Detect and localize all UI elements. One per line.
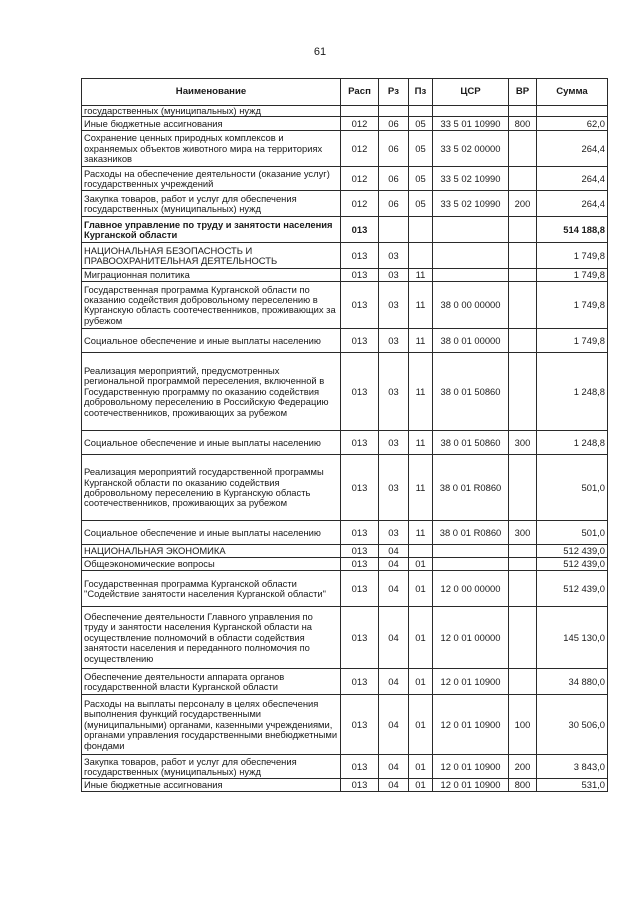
cell-vr: 800 (509, 117, 537, 131)
cell-sum: 512 439,0 (537, 558, 608, 571)
cell-vr (509, 269, 537, 282)
cell-csr: 12 0 01 10900 (433, 669, 509, 695)
cell-rasp: 012 (341, 131, 379, 167)
cell-name: Закупка товаров, работ и услуг для обеспечения государственных (муниципальных) нужд (82, 191, 341, 217)
cell-csr: 38 0 01 R0860 (433, 455, 509, 521)
cell-name: Закупка товаров, работ и услуг для обеспечения государственных (муниципальных) нужд (82, 755, 341, 779)
cell-pz: 05 (409, 131, 433, 167)
cell-rasp: 013 (341, 545, 379, 558)
column-header-sum: Сумма (537, 79, 608, 106)
cell-rasp: 013 (341, 269, 379, 282)
cell-sum: 1 749,8 (537, 243, 608, 269)
table-row (82, 558, 608, 571)
cell-csr: 12 0 01 10900 (433, 755, 509, 779)
table-row (82, 329, 608, 353)
cell-rasp: 013 (341, 282, 379, 329)
cell-rasp: 013 (341, 455, 379, 521)
cell-sum: 34 880,0 (537, 669, 608, 695)
cell-pz: 01 (409, 558, 433, 571)
cell-name: Государственная программа Курганской области "Содействие занятости населения Курганской области" (82, 571, 341, 607)
cell-rz: 03 (379, 243, 409, 269)
cell-rasp: 013 (341, 521, 379, 545)
cell-csr (433, 243, 509, 269)
cell-rz: 03 (379, 329, 409, 353)
cell-rz: 03 (379, 455, 409, 521)
cell-rasp: 013 (341, 669, 379, 695)
cell-sum: 1 248,8 (537, 353, 608, 431)
cell-vr (509, 607, 537, 669)
cell-pz (409, 217, 433, 243)
cell-name: Обеспечение деятельности Главного управления по труду и занятости населения Курганской области на осуществление полномочий в области содействия занятости населения и переданного полномочия по осуществлению (82, 607, 341, 669)
cell-name: Социальное обеспечение и иные выплаты населению (82, 521, 341, 545)
cell-csr: 12 0 01 00000 (433, 607, 509, 669)
table-row (82, 243, 608, 269)
cell-sum: 3 843,0 (537, 755, 608, 779)
cell-vr: 100 (509, 695, 537, 755)
cell-sum: 1 248,8 (537, 431, 608, 455)
cell-rz: 03 (379, 269, 409, 282)
cell-pz: 11 (409, 269, 433, 282)
cell-csr (433, 217, 509, 243)
table-row (82, 191, 608, 217)
cell-name: Социальное обеспечение и иные выплаты населению (82, 431, 341, 455)
cell-pz: 11 (409, 353, 433, 431)
cell-pz: 01 (409, 779, 433, 792)
cell-vr (509, 571, 537, 607)
cell-vr: 200 (509, 191, 537, 217)
cell-rasp: 013 (341, 329, 379, 353)
cell-csr: 38 0 01 00000 (433, 329, 509, 353)
cell-pz (409, 545, 433, 558)
cell-sum: 512 439,0 (537, 545, 608, 558)
cell-rasp: 013 (341, 571, 379, 607)
cell-rz: 04 (379, 669, 409, 695)
cell-rz: 03 (379, 521, 409, 545)
cell-csr: 12 0 01 10900 (433, 779, 509, 792)
cell-rz: 03 (379, 282, 409, 329)
cell-rasp: 013 (341, 243, 379, 269)
cell-rz: 04 (379, 558, 409, 571)
cell-name: Реализация мероприятий, предусмотренных региональной программой переселения, включенной в Государственную программу по оказанию содействия добровольному переселению в Российскую Федерацию соотечественников, проживающих за рубежом (82, 353, 341, 431)
cell-pz: 11 (409, 431, 433, 455)
table-row (82, 755, 608, 779)
cell-vr (509, 669, 537, 695)
cell-name: Иные бюджетные ассигнования (82, 779, 341, 792)
cell-csr: 38 0 01 R0860 (433, 521, 509, 545)
table-row (82, 217, 608, 243)
cell-rz: 04 (379, 695, 409, 755)
cell-rasp: 013 (341, 607, 379, 669)
cell-vr: 300 (509, 521, 537, 545)
table-row (82, 167, 608, 191)
cell-csr: 38 0 01 50860 (433, 353, 509, 431)
cell-sum: 531,0 (537, 779, 608, 792)
cell-rasp: 012 (341, 167, 379, 191)
cell-rz: 06 (379, 191, 409, 217)
cell-name: Реализация мероприятий государственной программы Курганской области по оказанию содействия добровольному переселению в Курганскую область соотечественников, проживающих за рубежом (82, 455, 341, 521)
cell-vr (509, 353, 537, 431)
table-row (82, 607, 608, 669)
cell-sum: 62,0 (537, 117, 608, 131)
cell-pz: 01 (409, 669, 433, 695)
cell-csr: 33 5 02 00000 (433, 131, 509, 167)
cell-vr (509, 106, 537, 117)
cell-sum: 264,4 (537, 131, 608, 167)
cell-vr: 300 (509, 431, 537, 455)
cell-csr: 33 5 02 10990 (433, 191, 509, 217)
cell-sum: 501,0 (537, 521, 608, 545)
cell-sum: 30 506,0 (537, 695, 608, 755)
cell-csr: 12 0 01 10900 (433, 695, 509, 755)
cell-pz: 11 (409, 329, 433, 353)
cell-rz: 06 (379, 117, 409, 131)
cell-name: НАЦИОНАЛЬНАЯ БЕЗОПАСНОСТЬ И ПРАВООХРАНИТЕЛЬНАЯ ДЕЯТЕЛЬНОСТЬ (82, 243, 341, 269)
table-row (82, 131, 608, 167)
cell-vr (509, 131, 537, 167)
cell-sum: 264,4 (537, 167, 608, 191)
cell-vr (509, 329, 537, 353)
cell-pz (409, 243, 433, 269)
cell-rz: 03 (379, 431, 409, 455)
cell-rz: 04 (379, 607, 409, 669)
column-header-pz: Пз (409, 79, 433, 106)
cell-rz (379, 106, 409, 117)
table-row (82, 106, 608, 117)
table-row (82, 695, 608, 755)
cell-name: Главное управление по труду и занятости населения Курганской области (82, 217, 341, 243)
cell-csr: 12 0 00 00000 (433, 571, 509, 607)
cell-vr: 200 (509, 755, 537, 779)
cell-pz: 01 (409, 695, 433, 755)
cell-vr (509, 217, 537, 243)
cell-pz: 01 (409, 607, 433, 669)
cell-rasp: 013 (341, 779, 379, 792)
cell-rasp: 013 (341, 695, 379, 755)
cell-vr (509, 558, 537, 571)
cell-sum: 1 749,8 (537, 282, 608, 329)
column-header-rasp: Расп (341, 79, 379, 106)
cell-sum: 145 130,0 (537, 607, 608, 669)
cell-csr: 33 5 02 10990 (433, 167, 509, 191)
table-row (82, 571, 608, 607)
cell-pz: 11 (409, 282, 433, 329)
page-number: 61 (313, 46, 327, 58)
cell-rasp: 012 (341, 191, 379, 217)
cell-rz: 04 (379, 755, 409, 779)
cell-sum: 501,0 (537, 455, 608, 521)
cell-csr (433, 558, 509, 571)
cell-name: Сохранение ценных природных комплексов и охраняемых объектов животного мира на территориях заказников (82, 131, 341, 167)
cell-vr (509, 243, 537, 269)
cell-name: Иные бюджетные ассигнования (82, 117, 341, 131)
table-row (82, 779, 608, 792)
cell-pz: 01 (409, 755, 433, 779)
cell-name: Социальное обеспечение и иные выплаты населению (82, 329, 341, 353)
cell-sum: 1 749,8 (537, 269, 608, 282)
table-row (82, 455, 608, 521)
cell-rasp: 013 (341, 431, 379, 455)
table-row (82, 353, 608, 431)
cell-rz: 06 (379, 131, 409, 167)
cell-pz (409, 106, 433, 117)
table-row (82, 431, 608, 455)
cell-rz: 04 (379, 779, 409, 792)
cell-name: Общеэкономические вопросы (82, 558, 341, 571)
cell-pz: 05 (409, 167, 433, 191)
cell-rz: 04 (379, 545, 409, 558)
cell-name: Расходы на выплаты персоналу в целях обеспечения выполнения функций государственными (муниципальными) органами, казенными учреждениями, органами управления государственными внебюджетными фондами (82, 695, 341, 755)
cell-vr (509, 545, 537, 558)
cell-vr (509, 167, 537, 191)
cell-name: государственных (муниципальных) нужд (82, 106, 341, 117)
cell-vr: 800 (509, 779, 537, 792)
table-row (82, 669, 608, 695)
cell-sum: 514 188,8 (537, 217, 608, 243)
cell-csr: 38 0 01 50860 (433, 431, 509, 455)
cell-name: Государственная программа Курганской области по оказанию содействия добровольному переселению в Курганскую область соотечественников, проживающих за рубежом (82, 282, 341, 329)
cell-name: Расходы на обеспечение деятельности (оказание услуг) государственных учреждений (82, 167, 341, 191)
table-row (82, 282, 608, 329)
cell-csr (433, 106, 509, 117)
cell-pz: 01 (409, 571, 433, 607)
cell-name: Обеспечение деятельности аппарата органов государственной власти Курганской области (82, 669, 341, 695)
cell-name: Миграционная политика (82, 269, 341, 282)
cell-pz: 05 (409, 117, 433, 131)
table-row (82, 521, 608, 545)
cell-csr (433, 545, 509, 558)
cell-pz: 11 (409, 521, 433, 545)
cell-rasp: 013 (341, 755, 379, 779)
table-header-row (82, 79, 608, 106)
cell-rz: 04 (379, 571, 409, 607)
cell-pz: 05 (409, 191, 433, 217)
table-row (82, 117, 608, 131)
cell-rz (379, 217, 409, 243)
column-header-name: Наименование (82, 79, 341, 106)
cell-sum: 264,4 (537, 191, 608, 217)
column-header-vr: ВР (509, 79, 537, 106)
budget-table (81, 78, 608, 792)
cell-vr (509, 455, 537, 521)
cell-rasp: 013 (341, 217, 379, 243)
table-row (82, 269, 608, 282)
cell-csr (433, 269, 509, 282)
cell-rz: 03 (379, 353, 409, 431)
table-row (82, 545, 608, 558)
cell-vr (509, 282, 537, 329)
table-body (82, 106, 608, 792)
cell-rz: 06 (379, 167, 409, 191)
cell-rasp: 013 (341, 353, 379, 431)
column-header-csr: ЦСР (433, 79, 509, 106)
cell-sum (537, 106, 608, 117)
cell-csr: 33 5 01 10990 (433, 117, 509, 131)
cell-csr: 38 0 00 00000 (433, 282, 509, 329)
cell-sum: 1 749,8 (537, 329, 608, 353)
cell-pz: 11 (409, 455, 433, 521)
cell-rasp: 012 (341, 117, 379, 131)
cell-rasp (341, 106, 379, 117)
cell-name: НАЦИОНАЛЬНАЯ ЭКОНОМИКА (82, 545, 341, 558)
column-header-rz: Рз (379, 79, 409, 106)
cell-sum: 512 439,0 (537, 571, 608, 607)
cell-rasp: 013 (341, 558, 379, 571)
